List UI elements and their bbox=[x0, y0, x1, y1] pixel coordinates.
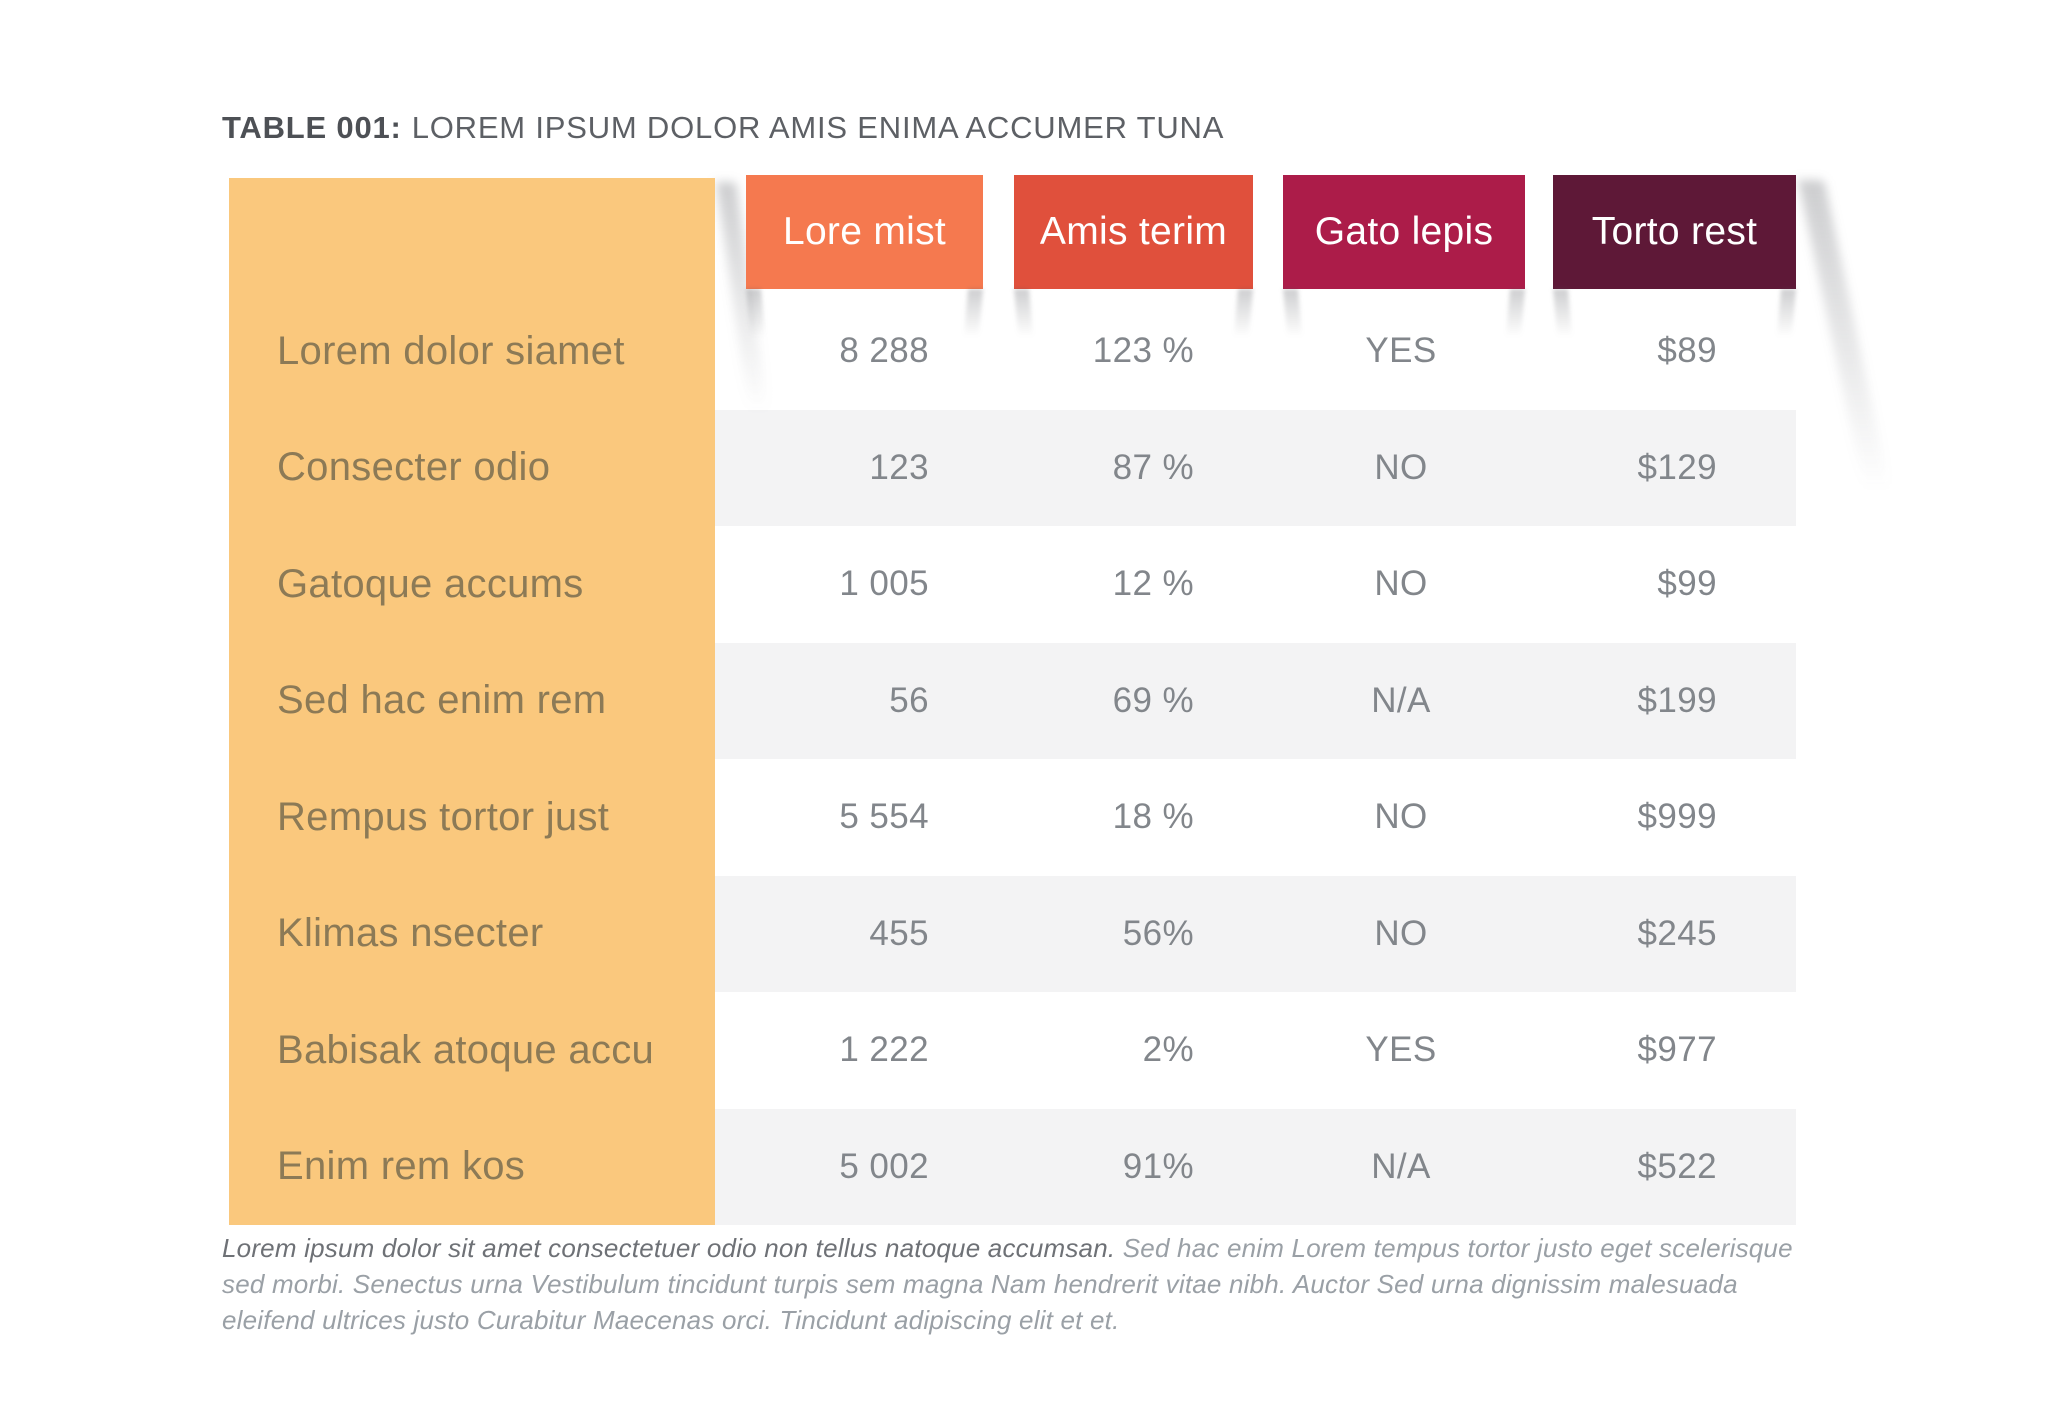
cell: NO bbox=[1374, 913, 1428, 953]
footer-rest: Sed hac enim Lorem tempus tortor justo eget scelerisque sed morbi. Senectus urna Vestibulum tincidunt turpis sem magna Nam hendrerit vitae nibh. Auctor Sed urna dignissim malesuada eleifend ultrices justo Curabitur Maecenas orci. Tincidunt adipiscing elit et et. bbox=[222, 1233, 1793, 1335]
row-label: Babisak atoque accu bbox=[277, 1027, 655, 1072]
cell: NO bbox=[1374, 447, 1428, 487]
cell: $977 bbox=[1637, 1030, 1717, 1070]
cell: 18 % bbox=[1112, 797, 1194, 837]
column-header-torto-rest: Torto rest bbox=[1553, 175, 1796, 289]
cell: N/A bbox=[1371, 1146, 1431, 1186]
cell: 56 bbox=[889, 680, 929, 720]
title-text: LOREM IPSUM DOLOR AMIS ENIMA ACCUMER TUNA bbox=[411, 110, 1225, 145]
cell: 56% bbox=[1122, 913, 1194, 953]
cell: 5 002 bbox=[839, 1146, 929, 1186]
column-header-amis-terim: Amis terim bbox=[1014, 175, 1253, 289]
cell: NO bbox=[1374, 564, 1428, 604]
cell: NO bbox=[1374, 797, 1428, 837]
table-row bbox=[714, 992, 1796, 1109]
cell: 1 005 bbox=[839, 564, 929, 604]
cell: $999 bbox=[1637, 797, 1717, 837]
row-label: Lorem dolor siamet bbox=[277, 328, 625, 373]
footer-lead: Lorem ipsum dolor sit amet consectetuer odio non tellus natoque accumsan. bbox=[222, 1233, 1116, 1263]
column-header-gato-lepis: Gato lepis bbox=[1283, 175, 1525, 289]
cell: 8 288 bbox=[839, 331, 929, 371]
cell: $99 bbox=[1657, 564, 1717, 604]
cell: 5 554 bbox=[839, 797, 929, 837]
footer-note bbox=[222, 1230, 1802, 1338]
cell: 2% bbox=[1142, 1030, 1194, 1070]
table-row bbox=[714, 1109, 1796, 1226]
row-label: Rempus tortor just bbox=[277, 794, 610, 839]
cell: $245 bbox=[1637, 913, 1717, 953]
row-labels bbox=[229, 293, 715, 1225]
cell: $89 bbox=[1657, 331, 1717, 371]
table-body bbox=[714, 293, 1796, 1225]
table-row bbox=[714, 876, 1796, 993]
row-header-panel bbox=[229, 178, 715, 1225]
column-header-lore-mist: Lore mist bbox=[746, 175, 983, 289]
cell: 12 % bbox=[1112, 564, 1194, 604]
row-label: Sed hac enim rem bbox=[277, 678, 607, 723]
table-row bbox=[714, 293, 1796, 410]
cell: 1 222 bbox=[839, 1030, 929, 1070]
cell: 91% bbox=[1122, 1146, 1194, 1186]
row-label: Consecter odio bbox=[277, 445, 551, 490]
cell: $129 bbox=[1637, 447, 1717, 487]
cell: 87 % bbox=[1112, 447, 1194, 487]
cell: YES bbox=[1365, 331, 1437, 371]
table-row bbox=[714, 526, 1796, 643]
page-title bbox=[222, 110, 1224, 146]
cell: 123 bbox=[869, 447, 929, 487]
cell: N/A bbox=[1371, 680, 1431, 720]
cell: 123 % bbox=[1092, 331, 1194, 371]
cell: YES bbox=[1365, 1030, 1437, 1070]
table-row bbox=[714, 410, 1796, 527]
title-prefix: TABLE 001: bbox=[222, 110, 402, 145]
cell: $522 bbox=[1637, 1146, 1717, 1186]
row-label: Gatoque accums bbox=[277, 561, 584, 606]
cell: 69 % bbox=[1112, 680, 1194, 720]
header-edge-shadow bbox=[1798, 180, 1890, 490]
cell: 455 bbox=[869, 913, 929, 953]
row-label: Enim rem kos bbox=[277, 1144, 526, 1189]
table-row bbox=[714, 759, 1796, 876]
cell: $199 bbox=[1637, 680, 1717, 720]
table-row bbox=[714, 643, 1796, 760]
row-label: Klimas nsecter bbox=[277, 911, 544, 956]
